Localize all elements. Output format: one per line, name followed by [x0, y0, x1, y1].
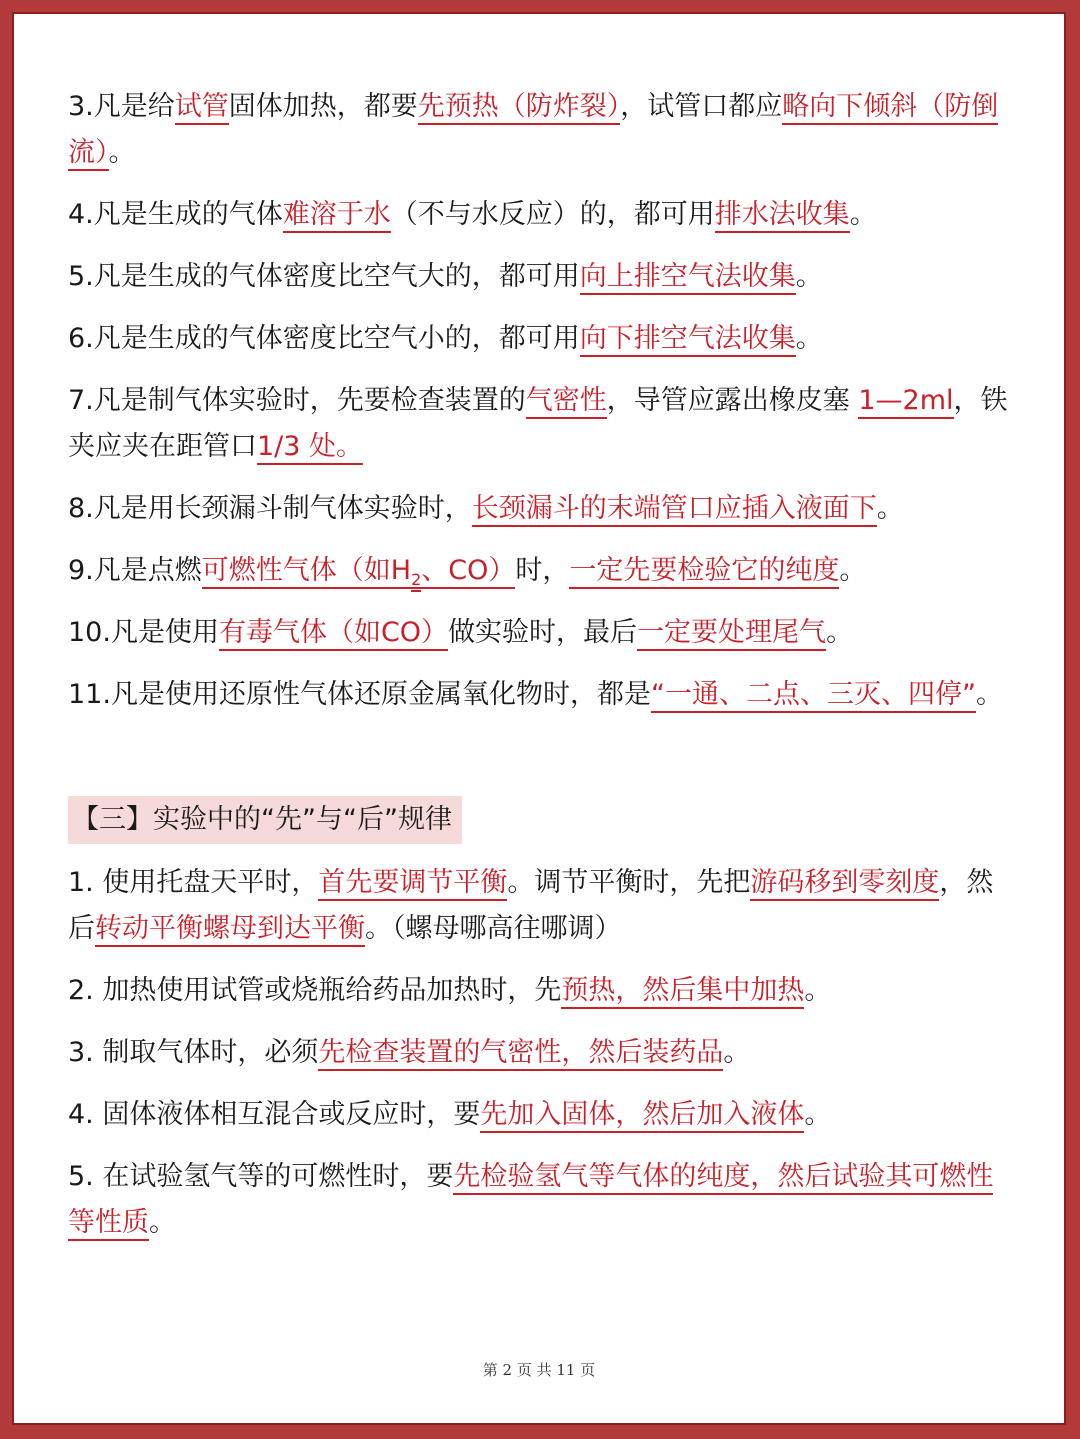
item-text: 。（螺母哪高往哪调） [365, 913, 622, 944]
item-text: 。 [826, 617, 854, 648]
item-text: 。 [839, 555, 867, 586]
item-text: 3.凡是给 [68, 91, 175, 122]
highlighted-text: 、CO） [421, 555, 515, 589]
item-text: 。 [804, 975, 832, 1006]
highlighted-text: 先加入固体，然后加入液体 [480, 1099, 804, 1133]
page-content [68, 84, 1018, 1262]
highlighted-text: 游码移到零刻度 [750, 867, 939, 901]
highlighted-text: 有毒气体（如CO） [219, 617, 448, 651]
highlighted-text: 一定先要检验它的纯度 [569, 555, 839, 589]
highlighted-text: 一定要处理尾气 [637, 617, 826, 651]
list-item [68, 486, 1018, 532]
item-text: 。 [975, 679, 1003, 710]
highlighted-text: 转动平衡螺母到达平衡 [95, 913, 365, 947]
item-text: 10.凡是使用 [68, 617, 219, 648]
highlighted-text: 先检验氢气等气体的纯度，然后试验其可燃性等性质 [68, 1161, 993, 1241]
item-text: 。调节平衡时，先把 [507, 867, 751, 898]
item-text: 1. 使用托盘天平时， [68, 867, 319, 898]
item-text: 6.凡是生成的气体密度比空气小的，都可用 [68, 323, 580, 354]
highlighted-text: 1/3 处。 [257, 431, 363, 465]
highlighted-text: 可燃性气体（如H [202, 555, 411, 589]
highlighted-text: 向下排空气法收集 [580, 323, 796, 357]
list-item [68, 84, 1018, 176]
item-text: （不与水反应）的，都可用 [390, 199, 715, 230]
highlighted-text: 首先要调节平衡 [318, 867, 507, 901]
item-text: 。 [149, 1207, 176, 1238]
order-rules-list [68, 860, 1018, 1246]
highlighted-text: 试管 [175, 91, 229, 125]
page-footer: 第 2 页 共 11 页 [482, 1361, 596, 1379]
item-text: 8.凡是用长颈漏斗制气体实验时， [68, 493, 472, 524]
item-text: 11.凡是使用还原性气体还原金属氧化物时，都是 [68, 679, 651, 710]
highlighted-text: “一通、二点、三灭、四停” [651, 679, 976, 713]
highlighted-text: 2 [411, 570, 421, 592]
list-item [68, 610, 1018, 656]
list-item [68, 1030, 1018, 1076]
list-item [68, 192, 1018, 238]
list-item [68, 378, 1018, 470]
list-item [68, 548, 1018, 594]
item-text: 。 [849, 199, 877, 230]
list-item [68, 316, 1018, 362]
highlighted-text: 难溶于水 [283, 199, 391, 233]
highlighted-text: 排水法收集 [715, 199, 850, 233]
item-text: 时， [515, 555, 570, 586]
item-text: 9.凡是点燃 [68, 555, 202, 586]
item-text: 4.凡是生成的气体 [68, 199, 283, 230]
item-text: 做实验时，最后 [448, 617, 638, 648]
item-text: 2. 加热使用试管或烧瓶给药品加热时，先 [68, 975, 562, 1006]
list-item [68, 860, 1018, 952]
item-text: ，然后 [68, 867, 994, 944]
item-text: 。 [108, 137, 136, 168]
list-item [68, 1154, 1018, 1246]
item-text: 。 [795, 261, 823, 292]
list-item [68, 672, 1018, 718]
item-text: ，铁夹应夹在距管口 [68, 385, 1008, 462]
item-text: ，导管应露出橡皮塞 [606, 385, 859, 416]
item-text: 3. 制取气体时，必须 [68, 1037, 319, 1068]
item-text: 。 [723, 1037, 751, 1068]
item-text: 。 [876, 493, 904, 524]
highlighted-text: 气密性 [526, 385, 607, 419]
item-text: 。 [795, 323, 823, 354]
highlighted-text: 略向下倾斜（防倒流） [68, 91, 998, 171]
subscript-wrap [411, 555, 421, 589]
item-text: 5. 在试验氢气等的可燃性时，要 [68, 1161, 454, 1192]
highlighted-text: 先检查装置的气密性，然后装药品 [318, 1037, 723, 1071]
item-text: 4. 固体液体相互混合或反应时，要 [68, 1099, 481, 1130]
item-text: 。 [804, 1099, 832, 1130]
highlighted-text: 1—2ml [858, 385, 953, 419]
highlighted-text: 长颈漏斗的末端管口应插入液面下 [472, 493, 877, 527]
page-frame [12, 12, 1066, 1425]
highlighted-text: 向上排空气法收集 [580, 261, 796, 295]
list-item [68, 1092, 1018, 1138]
highlighted-text: 先预热（防炸裂） [418, 91, 621, 125]
rules-list [68, 84, 1018, 718]
item-text: 固体加热，都要 [228, 91, 418, 122]
highlighted-text: 预热，然后集中加热 [561, 975, 804, 1009]
item-text: 5.凡是生成的气体密度比空气大的，都可用 [68, 261, 580, 292]
section-title: 【三】实验中的“先”与“后”规律 [68, 796, 462, 844]
item-text: ，试管口都应 [620, 91, 783, 122]
list-item [68, 254, 1018, 300]
list-item [68, 968, 1018, 1014]
item-text: 7.凡是制气体实验时，先要检查装置的 [68, 385, 526, 416]
